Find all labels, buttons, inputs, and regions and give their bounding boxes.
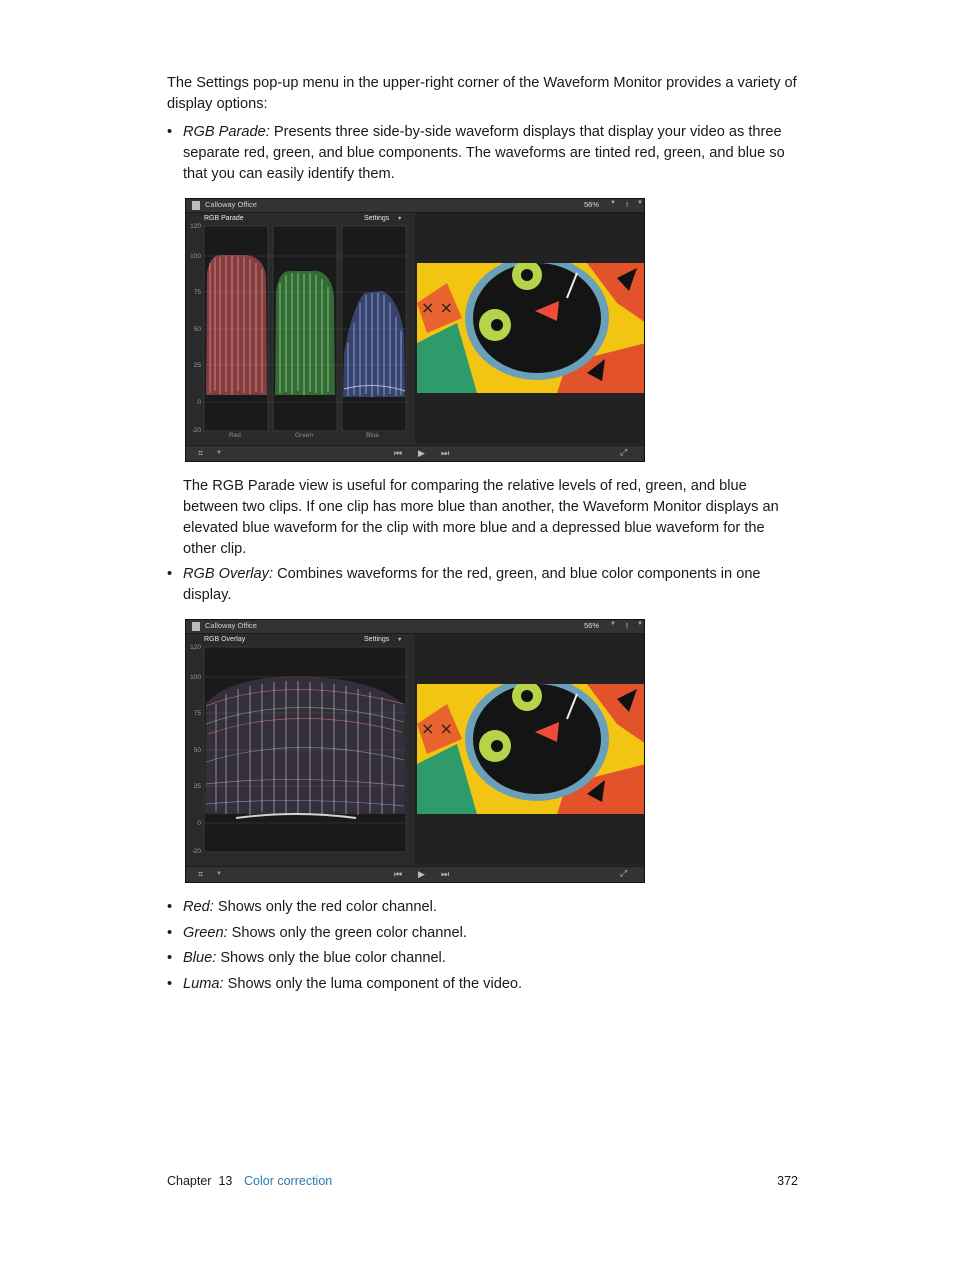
scale-label: -20 xyxy=(191,848,201,855)
fx-icon[interactable]: ǃ xyxy=(626,200,629,209)
luma-option xyxy=(183,974,795,995)
bullet-glyph: • xyxy=(167,899,173,915)
svg-text:× ×: × × xyxy=(421,298,453,317)
chapter-label: Chapter xyxy=(167,1174,212,1188)
waveform-mode-label: RGB Overlay xyxy=(204,636,246,643)
scale-label: 25 xyxy=(193,783,201,790)
scale-label: 0 xyxy=(197,820,201,827)
green-waveform xyxy=(275,271,335,395)
fx-icon[interactable]: ǃ xyxy=(626,621,629,630)
red-term: Red: xyxy=(183,899,214,915)
fullscreen-icon[interactable]: ⤢ xyxy=(620,868,628,878)
video-frame-image xyxy=(417,263,645,393)
blue-term: Blue: xyxy=(183,950,217,966)
dropdown-arrow-icon[interactable]: ▼ xyxy=(216,871,222,877)
green-text: Shows only the green color channel. xyxy=(227,925,467,941)
bullet-glyph: • xyxy=(167,950,173,966)
viewer-title-bar xyxy=(186,199,644,213)
fit-view-icon[interactable]: ⌗ xyxy=(198,869,204,879)
luma-text: Shows only the luma component of the video. xyxy=(223,976,523,992)
rgb-overlay-term: RGB Overlay: xyxy=(183,566,274,582)
page-number: 372 xyxy=(777,1174,798,1188)
list-item-rgb-overlay xyxy=(167,564,797,608)
fit-view-icon[interactable]: ⌗ xyxy=(198,448,204,458)
red-option xyxy=(183,897,795,918)
play-icon[interactable]: ▶ xyxy=(418,869,425,879)
bullet-glyph: • xyxy=(167,124,173,140)
luma-term: Luma: xyxy=(183,976,224,992)
zoom-level[interactable]: 56% xyxy=(584,621,600,630)
waveform-mode-label: RGB Parade xyxy=(204,215,244,222)
waveform-graph xyxy=(186,634,413,865)
rgb-parade-description xyxy=(183,122,795,185)
rgb-overlay-text: Combines waveforms for the red, green, and blue color components in one display. xyxy=(183,566,761,603)
channel-label-blue: Blue xyxy=(366,432,380,439)
green-term: Green: xyxy=(183,925,228,941)
blue-text: Shows only the blue color channel. xyxy=(216,950,446,966)
channel-label-green: Green xyxy=(295,432,314,439)
previous-frame-icon[interactable]: ⏮ xyxy=(394,448,403,458)
chapter-title-link[interactable]: Color correction xyxy=(244,1174,333,1188)
bullet-glyph: • xyxy=(167,566,173,582)
play-icon[interactable]: ▶ xyxy=(418,448,425,458)
scale-label: 50 xyxy=(193,326,201,333)
next-frame-icon[interactable]: ⏭ xyxy=(441,448,450,458)
scale-label: 120 xyxy=(190,644,201,651)
dropdown-arrow-icon[interactable]: ▼ xyxy=(637,200,643,206)
svg-text:× ×: × × xyxy=(421,719,453,738)
dropdown-arrow-icon[interactable]: ▼ xyxy=(397,637,403,643)
document-icon xyxy=(192,622,200,631)
screenshot-rgb-overlay xyxy=(185,619,645,883)
fullscreen-icon[interactable]: ⤢ xyxy=(620,447,628,457)
footer-chapter xyxy=(167,1173,232,1189)
list-item-blue xyxy=(167,948,797,970)
project-title: Calloway Office xyxy=(205,621,257,630)
next-frame-icon[interactable]: ⏭ xyxy=(441,869,450,879)
video-viewer xyxy=(415,213,644,444)
settings-menu[interactable]: Settings xyxy=(364,636,390,643)
rgb-parade-text: Presents three side-by-side waveform displays that display your video as three separate red, green, and blue components. The waveforms are tinted red, green, and blue so that you can easily identify them. xyxy=(183,124,785,182)
blue-option xyxy=(183,948,795,969)
dropdown-arrow-icon[interactable]: ▼ xyxy=(637,621,643,627)
waveform-graph xyxy=(186,213,413,444)
zoom-level[interactable]: 56% xyxy=(584,200,600,209)
list-item-luma xyxy=(167,974,797,996)
red-waveform xyxy=(206,255,267,395)
scale-label: 0 xyxy=(197,399,201,406)
scale-label: 25 xyxy=(193,362,201,369)
red-text: Shows only the red color channel. xyxy=(213,899,437,915)
project-title: Calloway Office xyxy=(205,200,257,209)
scale-label: 75 xyxy=(193,289,201,296)
intro-paragraph: The Settings pop-up menu in the upper-right corner of the Waveform Monitor provides a variety of display options: xyxy=(167,75,797,112)
waveform-monitor xyxy=(186,634,413,865)
rgb-overlay-description xyxy=(183,564,795,606)
document-icon xyxy=(192,201,200,210)
scale-label: 100 xyxy=(190,674,201,681)
scale-label: -20 xyxy=(191,427,201,434)
green-option xyxy=(183,923,795,944)
chapter-number: 13 xyxy=(218,1174,233,1188)
previous-frame-icon[interactable]: ⏮ xyxy=(394,869,403,879)
parade-note-paragraph: The RGB Parade view is useful for comparing the relative levels of red, green, and blue between two clips. If one clip has more blue than another, the Waveform Monitor displays an elevated blue waveform for the clip with more blue and a depressed blue waveform for the other clip. xyxy=(183,478,779,557)
dropdown-arrow-icon[interactable]: ▼ xyxy=(216,450,222,456)
viewer-title-bar xyxy=(186,620,644,634)
video-frame-image xyxy=(417,684,645,814)
bullet-glyph: • xyxy=(167,976,173,992)
channel-label-red: Red xyxy=(229,432,241,439)
list-item-red xyxy=(167,897,797,919)
viewer-bottom-bar xyxy=(186,866,644,883)
rgb-parade-term: RGB Parade: xyxy=(183,124,270,140)
bullet-glyph: • xyxy=(167,925,173,941)
dropdown-arrow-icon[interactable]: ▼ xyxy=(610,200,616,206)
viewer-bottom-bar xyxy=(186,445,644,462)
list-item-rgb-parade xyxy=(167,122,797,186)
dropdown-arrow-icon[interactable]: ▼ xyxy=(397,216,403,222)
settings-menu[interactable]: Settings xyxy=(364,215,390,222)
scale-label: 50 xyxy=(193,747,201,754)
dropdown-arrow-icon[interactable]: ▼ xyxy=(610,621,616,627)
list-item-green xyxy=(167,923,797,945)
waveform-monitor xyxy=(186,213,413,444)
screenshot-rgb-parade xyxy=(185,198,645,462)
scale-label: 120 xyxy=(190,223,201,230)
scale-label: 75 xyxy=(193,710,201,717)
video-viewer xyxy=(415,634,644,865)
scale-label: 100 xyxy=(190,253,201,260)
